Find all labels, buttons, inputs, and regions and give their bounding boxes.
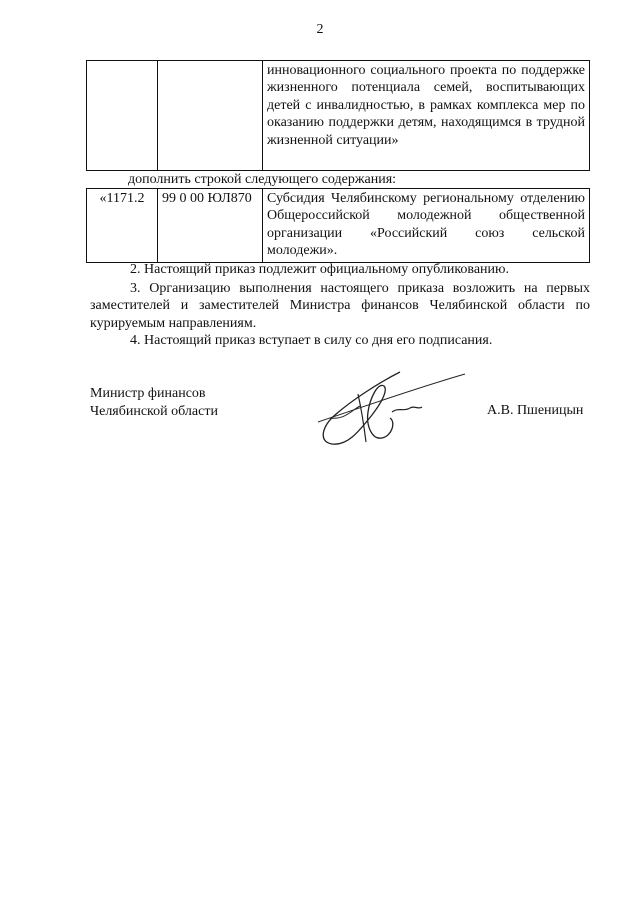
signer-position xyxy=(90,385,218,421)
paragraph-4: 4. Настоящий приказ вступает в силу со дня его подписания. xyxy=(130,333,493,348)
signer-position-line: Министр финансов xyxy=(90,386,206,401)
handwritten-signature xyxy=(300,360,470,460)
signer-position-line: Челябинской области xyxy=(90,404,218,419)
budget-table-previous-row xyxy=(86,60,590,171)
budget-code-cell xyxy=(87,61,158,171)
paragraph-3: 3. Организацию выполнения настоящего приказа возложить на первых заместителей и заместителей Министра финансов Челябинской области по курируемым направлениям. xyxy=(90,281,590,331)
paragraph-2: 2. Настоящий приказ подлежит официальному опубликованию. xyxy=(130,262,509,277)
page-number: 2 xyxy=(316,22,324,37)
budget-code-cell: «1171.2 xyxy=(87,189,158,263)
description-cell: инновационного социального проекта по поддержке жизненного потенциала семей, воспитывающих детей с инвалидностью, в рамках комплекса мер по оказанию поддержки детям, находящимся в трудной жизненной ситуации» xyxy=(263,61,590,171)
kbk-cell xyxy=(158,61,263,171)
table-row xyxy=(87,189,590,263)
table-row xyxy=(87,61,590,171)
budget-table-new-row xyxy=(86,188,590,263)
kbk-cell: 99 0 00 ЮЛ870 xyxy=(158,189,263,263)
signer-name: А.В. Пшеницын xyxy=(487,403,584,418)
supplement-line: дополнить строкой следующего содержания: xyxy=(128,172,397,187)
description-cell: Субсидия Челябинскому региональному отделению Общероссийской молодежной общественной организации «Российский союз сельской молодежи». xyxy=(263,189,590,263)
